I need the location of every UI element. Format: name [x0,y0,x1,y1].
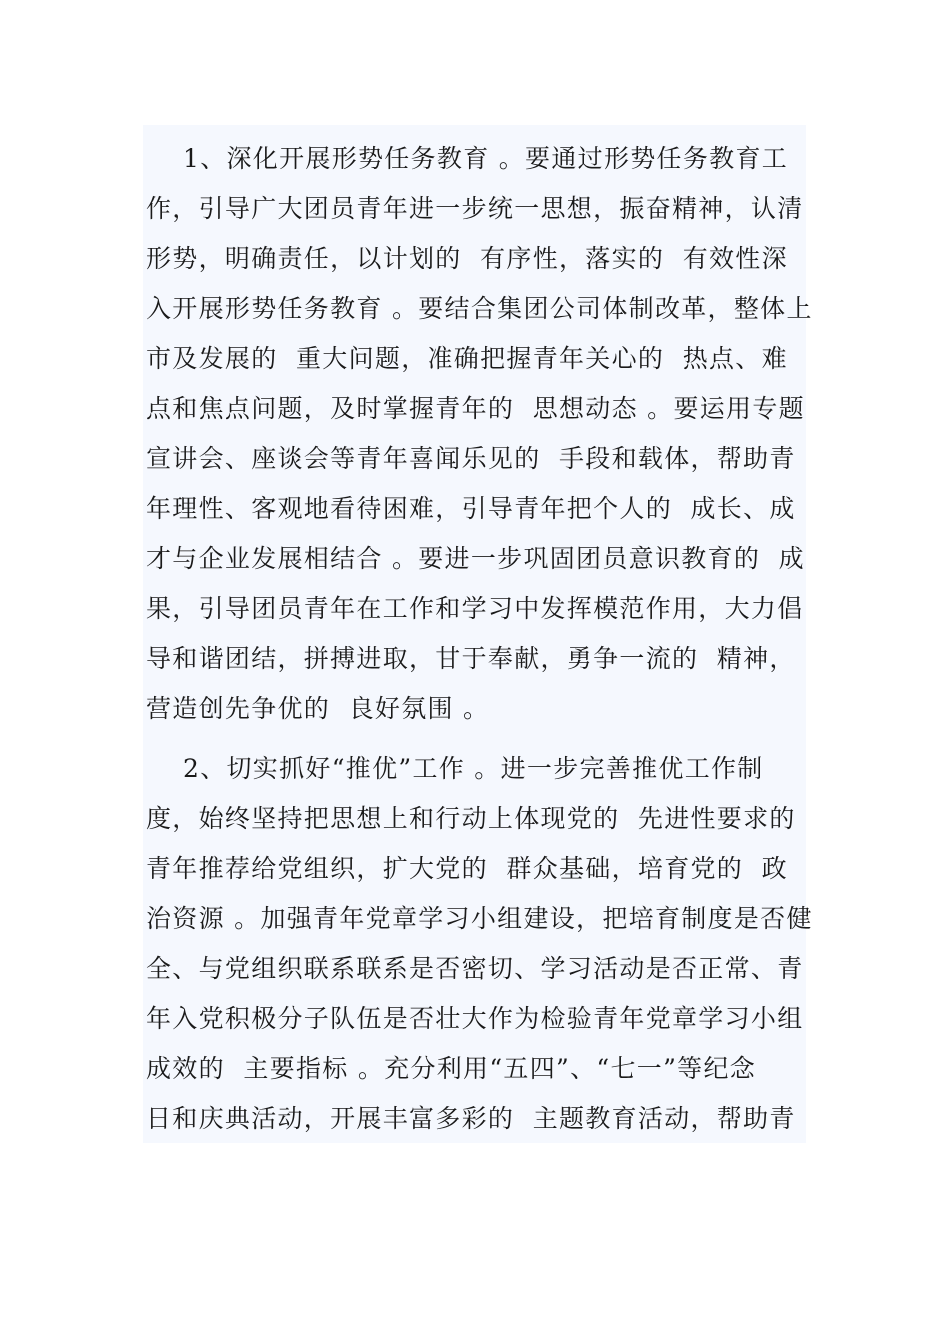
text-line: 导和谐团结，拼搏进取，甘于奉献，勇争一流的 精神， [146,644,796,673]
text-line: 全、与党组织联系联系是否密切、学习活动是否正常、青 [146,954,804,983]
text-line: 年入党积极分子队伍是否壮大作为检验青年党章学习小组 [146,1004,804,1033]
text-line: 青年推荐给党组织，扩大党的 群众基础，培育党的 政 [146,854,788,883]
document-text-block [143,125,813,1143]
text-line: 度，始终坚持把思想上和行动上体现党的 先进性要求的 [146,804,796,833]
paragraph-1 [146,134,813,734]
text-line: 作，引导广大团员青年进一步统一思想，振奋精神，认清 [146,194,804,223]
paragraph-gap [146,734,806,744]
text-line: 2、切实抓好“推优”工作 。进一步完善推优工作制 [146,754,764,783]
text-line: 营造创先争优的 良好氛围 。 [146,694,490,723]
text-line: 形势，明确责任，以计划的 有序性，落实的 有效性深 [146,244,788,273]
text-line: 1、深化开展形势任务教育 。要通过形势任务教育工 [146,144,789,173]
text-line: 治资源 。加强青年党章学习小组建设，把培育制度是否健 [146,904,813,933]
text-line: 才与企业发展相结合 。要进一步巩固团员意识教育的 成 [146,544,805,573]
text-line: 成效的 主要指标 。充分利用“五四”、“七一”等纪念 [146,1054,757,1083]
text-line: 果，引导团员青年在工作和学习中发挥模范作用，大力倡 [146,594,804,623]
text-line: 年理性、客观地看待困难，引导青年把个人的 成长、成 [146,494,796,523]
text-line: 宣讲会、座谈会等青年喜闻乐见的 手段和载体，帮助青 [146,444,796,473]
text-line: 入开展形势任务教育 。要结合集团公司体制改革，整体上 [146,294,813,323]
paragraph-2 [146,744,813,1144]
text-line: 点和焦点问题，及时掌握青年的 思想动态 。要运用专题 [146,394,805,423]
text-line: 日和庆典活动，开展丰富多彩的 主题教育活动，帮助青 [146,1104,796,1133]
text-line: 市及发展的 重大问题，准确把握青年关心的 热点、难 [146,344,788,373]
